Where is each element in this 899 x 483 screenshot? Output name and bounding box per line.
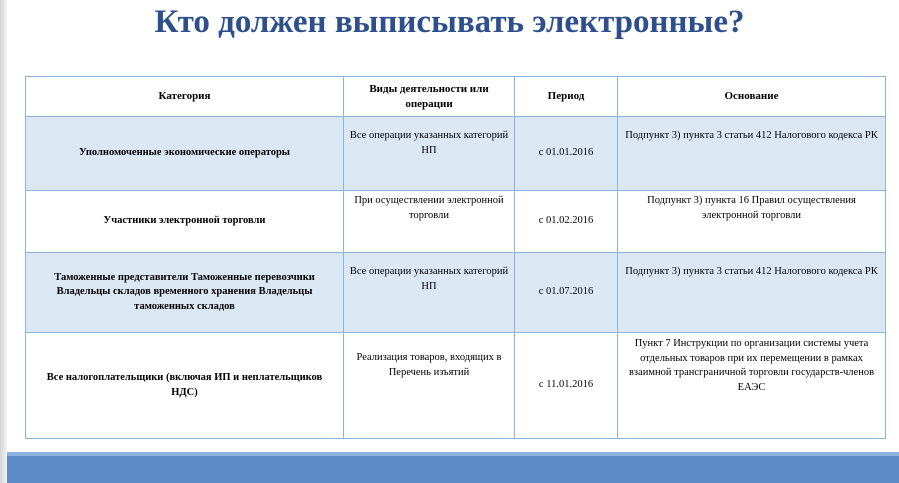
- cell-category: Уполномоченные экономические операторы: [26, 117, 344, 191]
- cell-basis: Подпункт 3) пункта 16 Правил осуществления электронной торговли: [618, 191, 886, 253]
- slide-title: Кто должен выписывать электронные?: [154, 4, 745, 40]
- header-period: Период: [515, 77, 618, 117]
- slide-footer-bar: [7, 452, 899, 483]
- cell-category: Таможенные представители Таможенные перевозчики Владельцы складов временного хранения Владельцы таможенных складов: [26, 253, 344, 333]
- table-row: [26, 333, 886, 439]
- cell-basis: Пункт 7 Инструкции по организации системы учета отдельных товаров при их перемещении в рамках взаимной трансграничной торговли государств-членов ЕАЭС: [618, 333, 886, 439]
- cell-activity: Реализация товаров, входящих в Перечень изъятий: [344, 333, 515, 439]
- invoice-category-table: [25, 76, 886, 439]
- header-activity: Виды деятельности или операции: [344, 77, 515, 117]
- cell-activity: Все операции указанных категорий НП: [344, 117, 515, 191]
- cell-category: Все налогоплательщики (включая ИП и неплательщиков НДС): [26, 333, 344, 439]
- cell-period: с 11.01.2016: [515, 333, 618, 439]
- header-category: Категория: [26, 77, 344, 117]
- cell-period: с 01.01.2016: [515, 117, 618, 191]
- cell-activity: Все операции указанных категорий НП: [344, 253, 515, 333]
- cell-activity: При осуществлении электронной торговли: [344, 191, 515, 253]
- cell-basis: Подпункт 3) пункта 3 статьи 412 Налогового кодекса РК: [618, 117, 886, 191]
- header-basis: Основание: [618, 77, 886, 117]
- table-row: [26, 191, 886, 253]
- cell-basis: Подпункт 3) пункта 3 статьи 412 Налогового кодекса РК: [618, 253, 886, 333]
- table-header-row: [26, 77, 886, 117]
- table-row: [26, 117, 886, 191]
- slide-left-edge: [0, 0, 7, 483]
- cell-period: с 01.02.2016: [515, 191, 618, 253]
- cell-period: с 01.07.2016: [515, 253, 618, 333]
- cell-category: Участники электронной торговли: [26, 191, 344, 253]
- table-row: [26, 253, 886, 333]
